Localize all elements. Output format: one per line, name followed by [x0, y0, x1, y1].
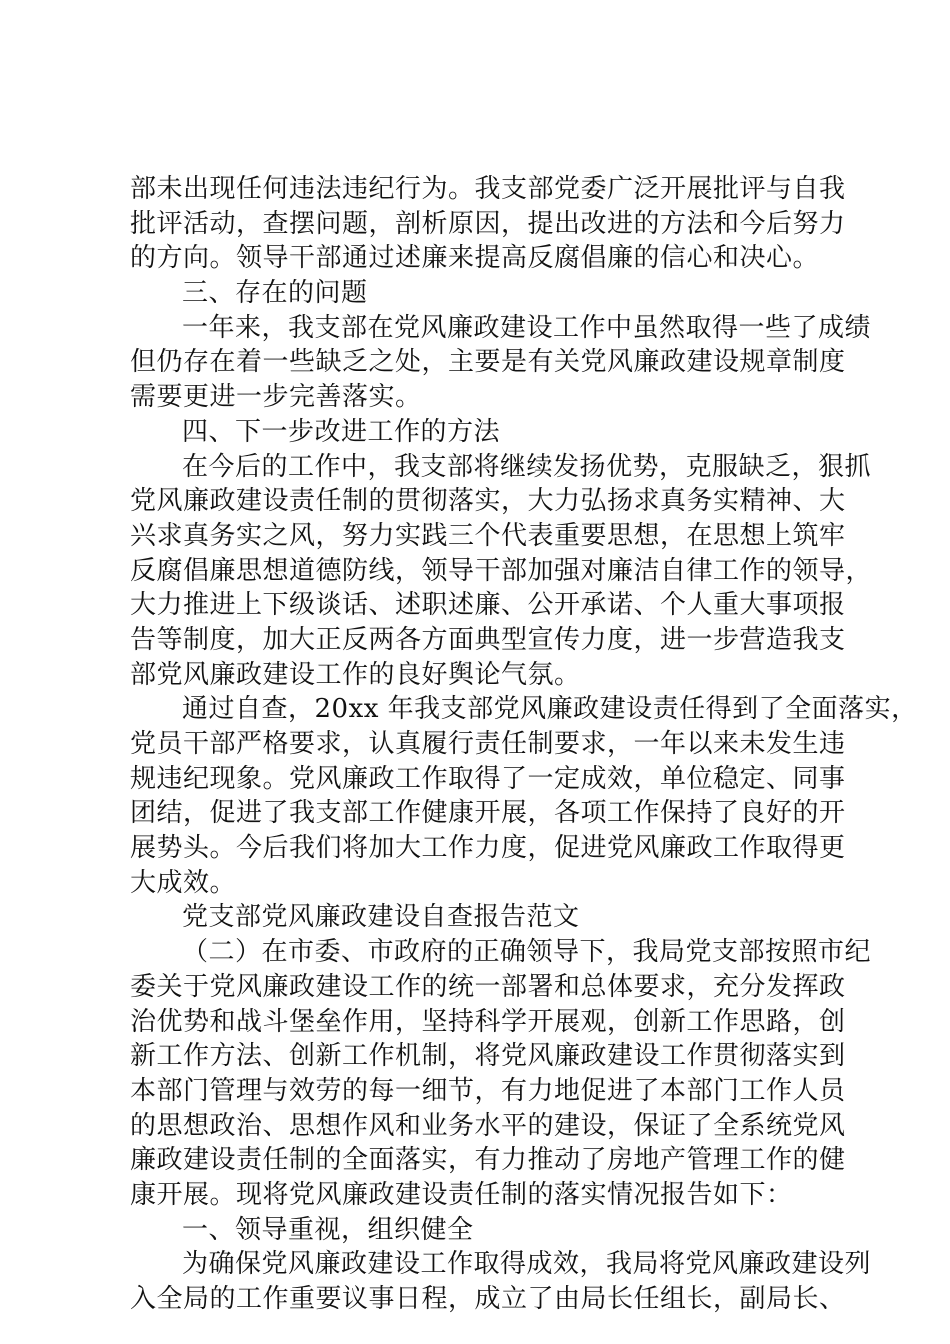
paragraph-first-line: （二）在市委、市政府的正确领导下，我局党支部按照市纪: [182, 937, 872, 968]
body-line: 党风廉政建设责任制的贯彻落实，大力弘扬求真务实精神、大: [130, 486, 846, 517]
body-line: 的思想政治、思想作风和业务水平的建设，保证了全系统党风: [130, 1110, 846, 1141]
body-line: 规违纪现象。党风廉政工作取得了一定成效，单位稳定、同事: [130, 763, 846, 794]
body-line: 部党风廉政建设工作的良好舆论气氛。: [130, 659, 581, 690]
paragraph-first-line: 在今后的工作中，我支部将继续发扬优势，克服缺乏，狠抓: [182, 451, 872, 482]
body-line: 团结，促进了我支部工作健康开展，各项工作保持了良好的开: [130, 798, 846, 829]
body-line: 治优势和战斗堡垒作用，坚持科学开展观，创新工作思路，创: [130, 1006, 846, 1037]
body-line: 康开展。现将党风廉政建设责任制的落实情况报告如下：: [130, 1179, 793, 1210]
paragraph-first-line: 为确保党风廉政建设工作取得成效，我局将党风廉政建设列: [182, 1249, 872, 1280]
body-line: 需要更进一步完善落实。: [130, 382, 422, 413]
body-line: 新工作方法、创新工作机制，将党风廉政建设工作贯彻落实到: [130, 1041, 846, 1072]
paragraph-first-line: 一年来，我支部在党风廉政建设工作中虽然取得一些了成绩: [182, 312, 872, 343]
body-line: 兴求真务实之风，努力实践三个代表重要思想，在思想上筑牢: [130, 520, 846, 551]
body-line: 党员干部严格要求，认真履行责任制要求，一年以来未发生违: [130, 729, 846, 759]
body-line: 部未出现任何违法违纪行为。我支部党委广泛开展批评与自我: [130, 174, 846, 204]
body-line: 入全局的工作重要议事日程，成立了由局长任组长，副局长、: [130, 1284, 846, 1314]
section-heading-problems: 三、存在的问题: [182, 278, 368, 309]
body-line: 展势头。今后我们将加大工作力度，促进党风廉政工作取得更: [130, 833, 846, 864]
body-line: 廉政建设责任制的全面落实，有力推动了房地产管理工作的健: [130, 1145, 846, 1176]
body-line: 告等制度，加大正反两各方面典型宣传力度，进一步营造我支: [130, 624, 846, 655]
body-line: 的方向。领导干部通过述廉来提高反腐倡廉的信心和决心。: [130, 243, 820, 274]
section-heading-leadership: 一、领导重视，组织健全: [182, 1214, 474, 1245]
body-line: 大力推进上下级谈话、述职述廉、公开承诺、个人重大事项报: [130, 590, 846, 621]
paragraph-first-line: 通过自查，20xx 年我支部党风廉政建设责任得到了全面落实，: [182, 694, 918, 725]
document-body: [130, 172, 918, 1317]
section-heading-next-steps: 四、下一步改进工作的方法: [182, 416, 501, 447]
body-line: 但仍存在着一些缺乏之处，主要是有关党风廉政建设规章制度: [130, 347, 846, 378]
body-line: 反腐倡廉思想道德防线，领导干部加强对廉洁自律工作的领导，: [130, 555, 873, 586]
body-line: 大成效。: [130, 867, 237, 898]
document-title-heading: 党支部党风廉政建设自查报告范文: [182, 902, 580, 933]
body-line: 批评活动，查摆问题，剖析原因，提出改进的方法和今后努力: [130, 208, 846, 239]
body-line: 本部门管理与效劳的每一细节，有力地促进了本部门工作人员: [130, 1075, 846, 1106]
body-line: 委关于党风廉政建设工作的统一部署和总体要求，充分发挥政: [130, 971, 846, 1002]
